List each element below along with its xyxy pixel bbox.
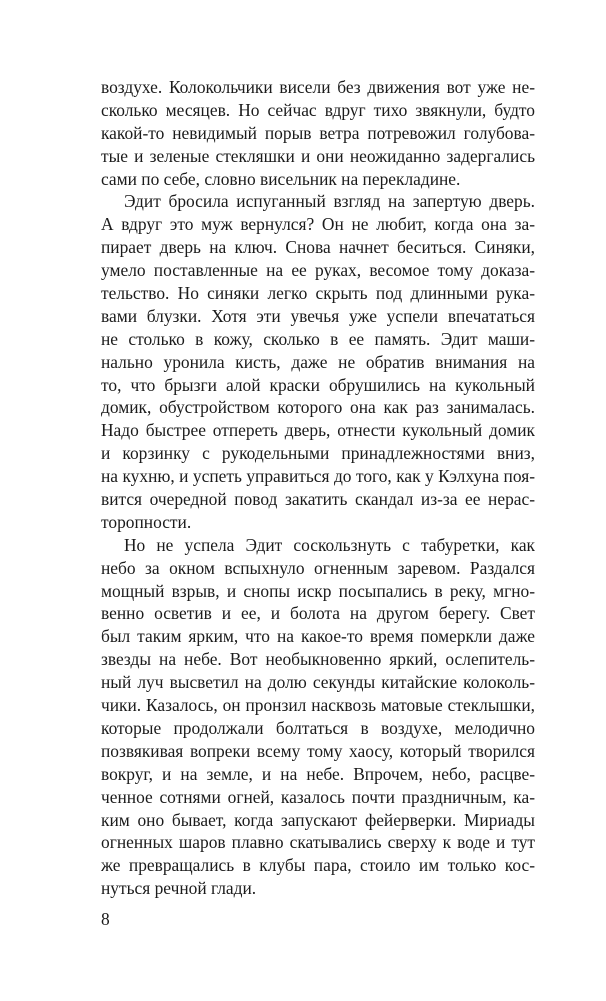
text-line: чики. Казалось, он пронзил насквозь матовые стеклышки,	[101, 695, 535, 716]
text-line: умело поставленные на ее руках, весомое тому доказа-	[101, 260, 535, 281]
text-line: мощный взрыв, и снопы искр посыпались в реку, мгно-	[101, 580, 535, 601]
text-line: воздухе. Колокольчики висели без движения вот уже не-	[101, 77, 535, 97]
text-line: то, что брызги алой краски обрушились на кукольный	[101, 374, 535, 395]
text-line: был таким ярким, что на какое-то время померкли даже	[101, 626, 535, 647]
text-line: сколько месяцев. Но сейчас вдруг тихо звякнули, будто	[101, 99, 535, 120]
text-line: ким оно бывает, когда запускают фейерверки. Мириады	[101, 809, 535, 830]
text-line: вами блузки. Хотя эти увечья уже успели впечататься	[101, 305, 535, 326]
text-line: нуться речной глади.	[101, 878, 257, 899]
paragraph	[101, 190, 535, 533]
text-line: А вдруг это муж вернулся? Он не любит, когда она за-	[101, 214, 535, 235]
text-line: сами по себе, словно висельник на перекладине.	[101, 168, 461, 189]
text-line: венно осветив и ее, и болота на другом берегу. Свет	[101, 603, 535, 624]
body-text	[101, 76, 535, 900]
text-line: ный луч высветил на долю секунды китайские колоколь-	[101, 672, 535, 693]
paragraph	[101, 76, 535, 190]
text-line: и корзинку с рукодельными принадлежностями вниз,	[101, 443, 535, 464]
text-line: которые продолжали болтаться в воздухе, мелодично	[101, 717, 535, 738]
text-line: звезды на небе. Вот необыкновенно яркий, ослепитель-	[101, 649, 535, 670]
text-line: какой-то невидимый порыв ветра потревожил голубова-	[101, 122, 535, 143]
text-line: вится очередной повод закатить скандал из-за ее нерас-	[101, 489, 535, 510]
text-line: тые и зеленые стекляшки и они неожиданно задергались	[101, 145, 535, 166]
page-number: 8	[101, 909, 110, 929]
text-line: Но не успела Эдит соскользнуть с табуретки, как	[124, 534, 535, 555]
text-line: огненных шаров плавно скатывались сверху к воде и тут	[101, 832, 535, 853]
text-line: торопности.	[101, 511, 192, 532]
paragraph	[101, 534, 535, 900]
text-line: позвякивая вопреки всему тому хаосу, который творился	[101, 740, 535, 761]
text-line: нально уронила кисть, даже не обратив внимания на	[101, 351, 535, 372]
text-line: домик, обустройством которого она как раз занималась.	[101, 397, 535, 418]
text-line: Надо быстрее отпереть дверь, отнести кукольный домик	[101, 420, 535, 441]
text-line: тельство. Но синяки легко скрыть под длинными рука-	[101, 283, 535, 304]
text-line: вокруг, и на земле, и на небе. Впрочем, небо, расцве-	[101, 763, 535, 784]
text-line: не столько в кожу, сколько в ее память. Эдит маши-	[101, 328, 535, 349]
text-line: же превращались в клубы пара, стоило им только кос-	[101, 855, 535, 876]
text-line: ченное сотнями огней, казалось почти праздничным, ка-	[101, 786, 535, 807]
text-line: Эдит бросила испуганный взгляд на запертую дверь.	[124, 191, 535, 212]
text-line: пирает дверь на ключ. Снова начнет беситься. Синяки,	[101, 237, 535, 258]
text-line: на кухню, и успеть управиться до того, как у Кэлхуна поя-	[101, 466, 535, 487]
text-line: небо за окном вспыхнуло огненным заревом. Раздался	[101, 557, 535, 578]
